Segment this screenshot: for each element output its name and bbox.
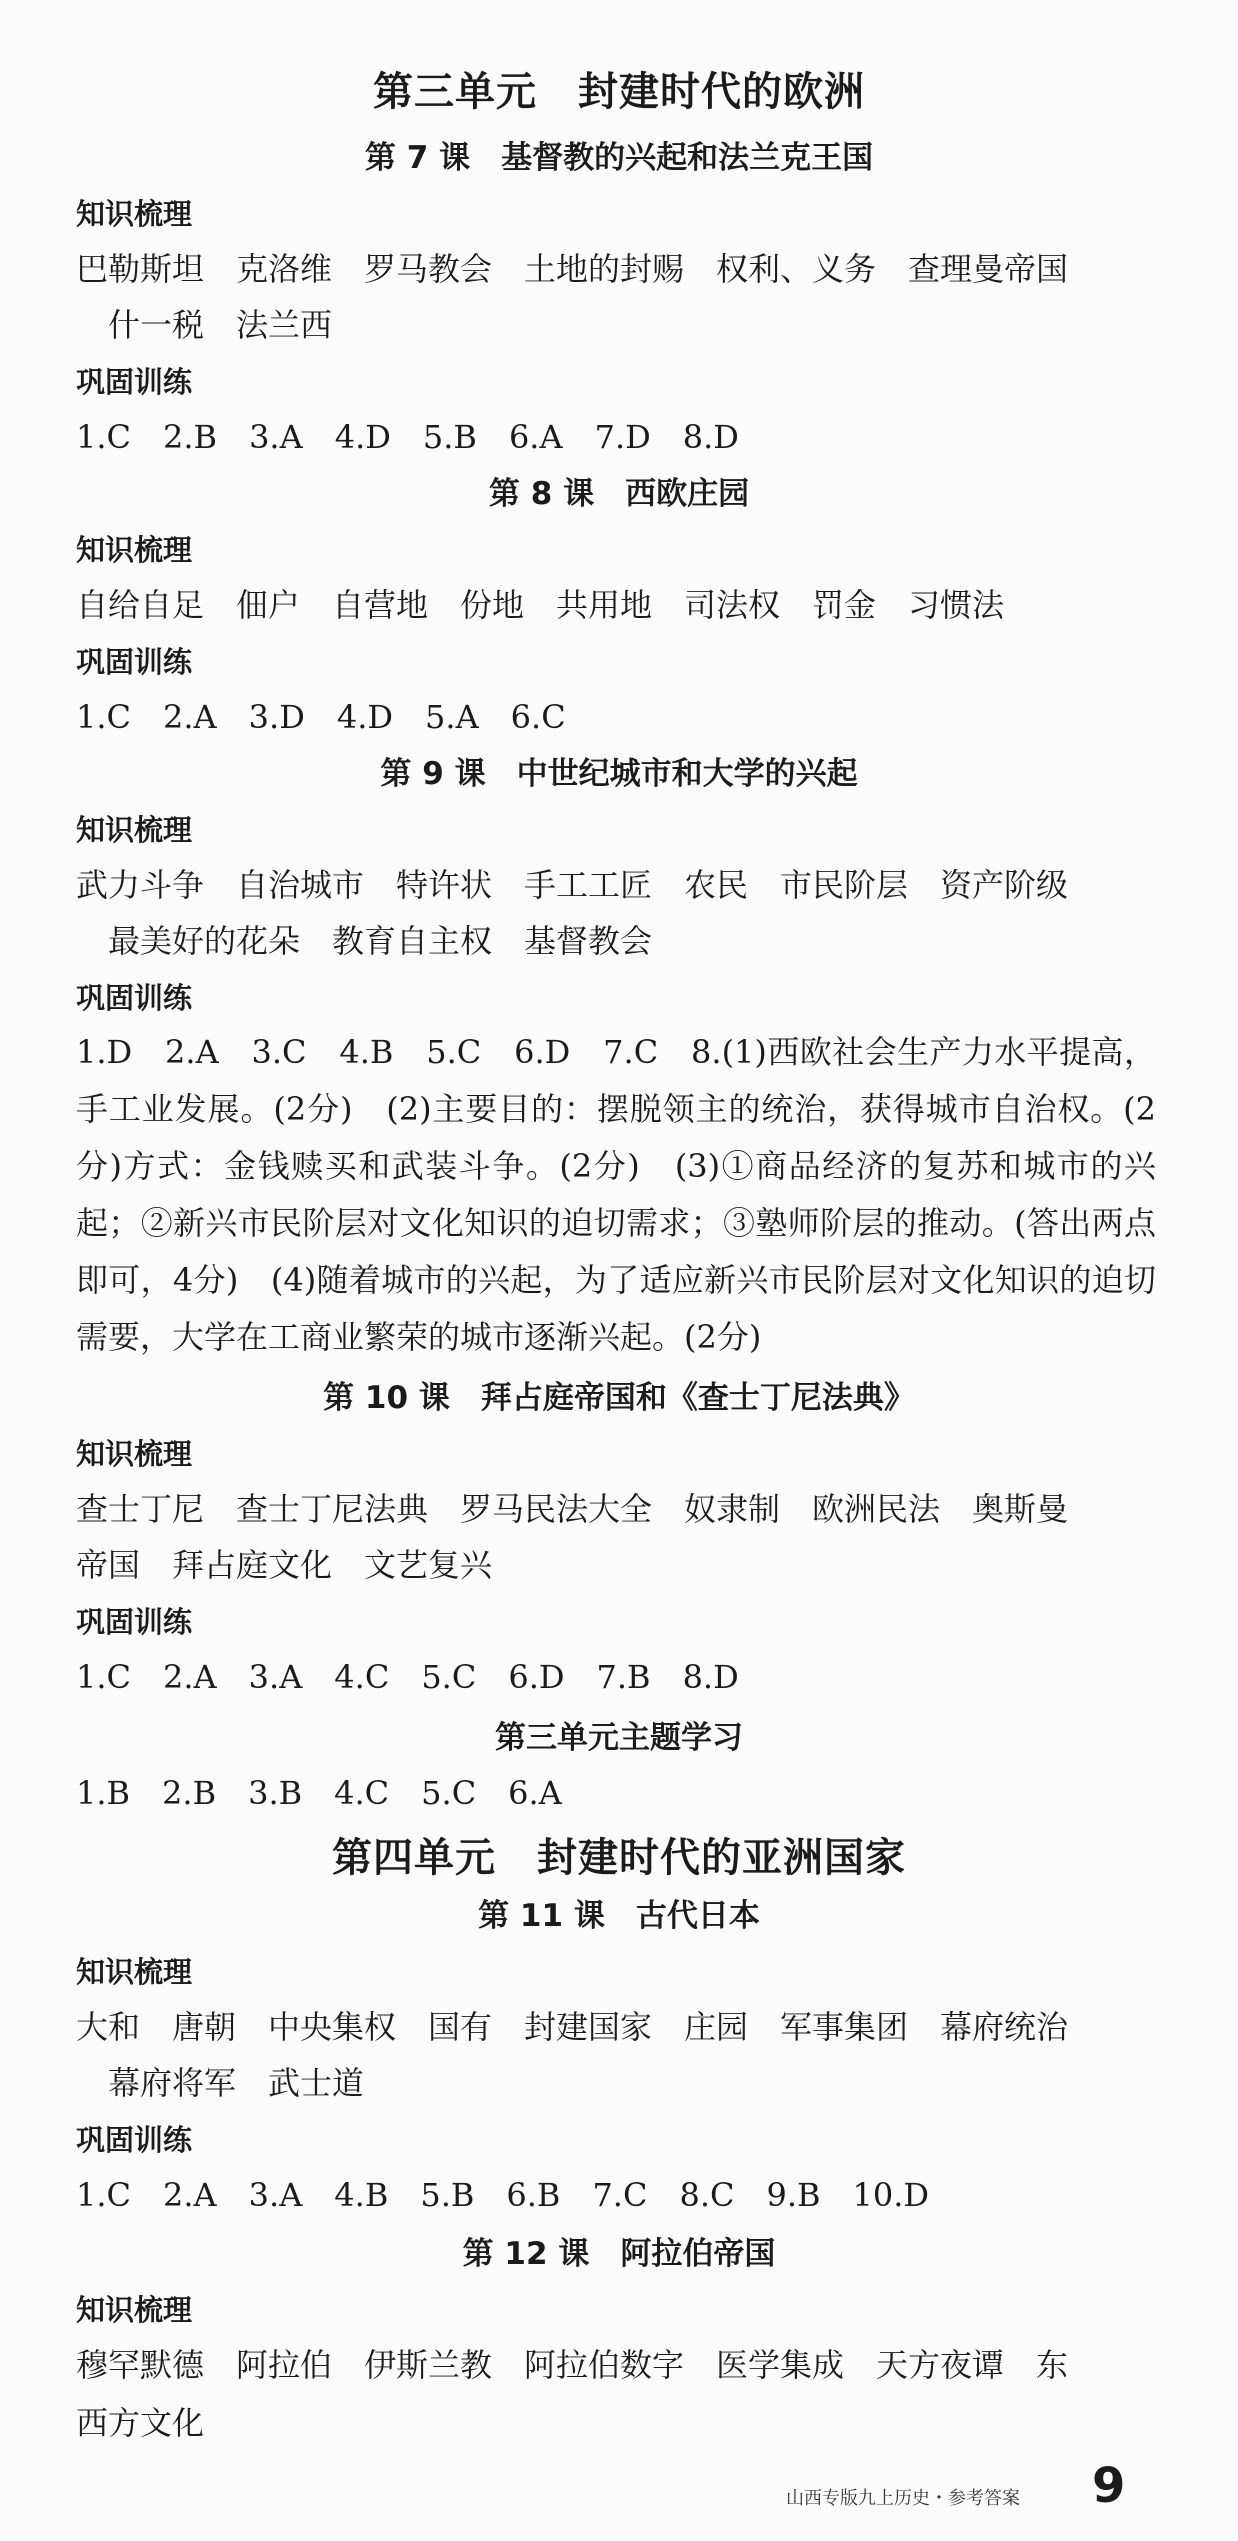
unit-3-theme-title: 第三单元主题学习 — [495, 1720, 743, 1756]
lesson-11-training-heading: 巩固训练 — [76, 2123, 193, 2157]
lesson-12-knowledge-line-1: 穆罕默德 阿拉伯 伊斯兰教 阿拉伯数字 医学集成 天方夜谭 东 — [76, 2346, 1069, 2384]
page-number: 9 — [1092, 2458, 1126, 2514]
lesson-7-knowledge-heading: 知识梳理 — [76, 197, 193, 231]
lesson-10-training-heading: 巩固训练 — [76, 1605, 193, 1639]
lesson-9-knowledge-line-1: 武力斗争 自治城市 特许状 手工工匠 农民 市民阶层 资产阶级 — [76, 866, 1069, 904]
lesson-8-answers: 1.C 2.A 3.D 4.D 5.A 6.C — [76, 698, 566, 736]
lesson-9-answers: 1.D 2.A 3.C 4.B 5.C 6.D 7.C 8.(1)西欧社会生产力水平提高，手工业发展。(2分) (2)主要目的：摆脱领主的统治，获得城市自治权。(2分)方式：金钱赎买和武装斗争。(2分) (3)①商品经济的复苏和城市的兴起；②新兴市民阶层对文化知识的迫切需求；③塾师阶层的推动。(答出两点即可，4分) (4)随着城市的兴起，为了适应新兴市民阶层对文化知识的迫切需要，大学在工商业繁荣的城市逐渐兴起。(2分) — [76, 1033, 1156, 1356]
lesson-9-title: 第 9 课 中世纪城市和大学的兴起 — [380, 756, 858, 792]
page-footer: 山西专版九上历史・参考答案 — [786, 2488, 1020, 2509]
lesson-11-answers: 1.C 2.A 3.A 4.B 5.B 6.B 7.C 8.C 9.B 10.D — [76, 2176, 930, 2214]
lesson-11-title: 第 11 课 古代日本 — [478, 1898, 760, 1934]
lesson-10-title: 第 10 课 拜占庭帝国和《查士丁尼法典》 — [323, 1380, 915, 1416]
unit-4-title: 第四单元 封建时代的亚洲国家 — [332, 1835, 906, 1881]
lesson-8-training-heading: 巩固训练 — [76, 645, 193, 679]
lesson-8-knowledge-line-1: 自给自足 佃户 自营地 份地 共用地 司法权 罚金 习惯法 — [76, 586, 1005, 624]
lesson-10-answers: 1.C 2.A 3.A 4.C 5.C 6.D 7.B 8.D — [76, 1658, 739, 1696]
lesson-7-knowledge-line-2: 什一税 法兰西 — [108, 306, 333, 344]
lesson-9-knowledge-line-2: 最美好的花朵 教育自主权 基督教会 — [108, 922, 653, 960]
lesson-12-knowledge-line-2: 西方文化 — [76, 2404, 205, 2442]
lesson-7-training-heading: 巩固训练 — [76, 365, 193, 399]
lesson-10-knowledge-line-2: 帝国 拜占庭文化 文艺复兴 — [76, 1546, 493, 1584]
unit-3-title: 第三单元 封建时代的欧洲 — [373, 69, 865, 115]
lesson-12-knowledge-heading: 知识梳理 — [76, 2293, 193, 2327]
lesson-11-knowledge-heading: 知识梳理 — [76, 1955, 193, 1989]
lesson-7-knowledge-line-1: 巴勒斯坦 克洛维 罗马教会 土地的封赐 权利、义务 查理曼帝国 — [76, 250, 1069, 288]
lesson-10-knowledge-line-1: 查士丁尼 查士丁尼法典 罗马民法大全 奴隶制 欧洲民法 奥斯曼 — [76, 1490, 1069, 1528]
lesson-8-title: 第 8 课 西欧庄园 — [488, 476, 750, 512]
lesson-12-title: 第 12 课 阿拉伯帝国 — [462, 2236, 776, 2272]
lesson-11-knowledge-line-2: 幕府将军 武士道 — [108, 2064, 365, 2102]
lesson-10-knowledge-heading: 知识梳理 — [76, 1437, 193, 1471]
lesson-7-answers: 1.C 2.B 3.A 4.D 5.B 6.A 7.D 8.D — [76, 418, 739, 456]
lesson-7-title: 第 7 课 基督教的兴起和法兰克王国 — [364, 140, 874, 176]
unit-3-theme-answers: 1.B 2.B 3.B 4.C 5.C 6.A — [76, 1774, 562, 1812]
lesson-9-training-heading: 巩固训练 — [76, 981, 193, 1015]
lesson-9-knowledge-heading: 知识梳理 — [76, 813, 193, 847]
lesson-11-knowledge-line-1: 大和 唐朝 中央集权 国有 封建国家 庄园 军事集团 幕府统治 — [76, 2008, 1069, 2046]
lesson-8-knowledge-heading: 知识梳理 — [76, 533, 193, 567]
